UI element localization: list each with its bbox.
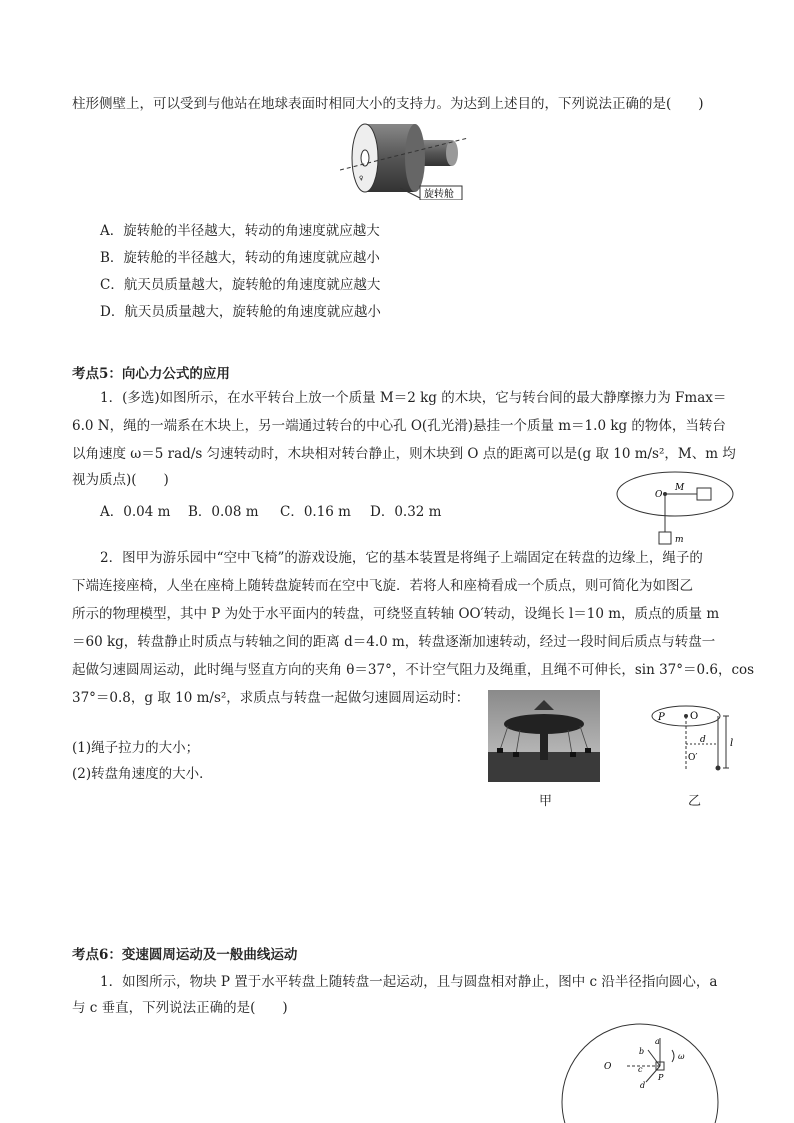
option-a[interactable]: A．0.04 m bbox=[100, 504, 171, 520]
label-l: l bbox=[730, 738, 734, 749]
question-text-line: 1．如图所示，物块 P 置于水平转盘上随转盘一起运动，且与圆盘相对静止，图中 c 沿半径指向圆心，a bbox=[100, 974, 718, 990]
figure-caption-yi: 乙 bbox=[688, 794, 702, 809]
swing-model-figure bbox=[650, 700, 740, 776]
label-p: P bbox=[658, 1073, 664, 1082]
question-text-line: 下端连接座椅，人坐在座椅上随转盘旋转而在空中飞旋．若将人和座椅看成一个质点，则可简化为如图乙 bbox=[72, 578, 693, 594]
rotating-disk-figure bbox=[560, 1022, 720, 1123]
question-text-line: 起做匀速圆周运动，此时绳与竖直方向的夹角 θ＝37°，不计空气阻力及绳重，且绳不可伸长，sin 37°＝0.6，cos bbox=[72, 662, 755, 678]
option-b[interactable]: B．旋转舱的半径越大，转动的角速度就应越小 bbox=[100, 250, 380, 266]
label-o: O bbox=[690, 711, 699, 722]
sub-question: (1)绳子拉力的大小； bbox=[72, 740, 200, 756]
label-omega: ω bbox=[678, 1052, 685, 1061]
option-b[interactable]: B．0.08 m bbox=[188, 504, 259, 520]
label-a: a bbox=[655, 1037, 660, 1046]
option-d[interactable]: D．航天员质量越大，旋转舱的角速度就应越小 bbox=[100, 304, 381, 320]
label-o-prime: O′ bbox=[688, 753, 698, 763]
section-title: 考点6：变速圆周运动及一般曲线运动 bbox=[72, 947, 298, 963]
label-o: O bbox=[655, 490, 663, 500]
question-text-line: 37°＝0.8，g 取 10 m/s²，求质点与转盘一起做匀速圆周运动时： bbox=[72, 690, 470, 706]
section-title: 考点5：向心力公式的应用 bbox=[72, 366, 230, 382]
astronaut-icon: ♀ bbox=[359, 175, 364, 182]
label-c: c bbox=[638, 1065, 643, 1074]
option-d[interactable]: D．0.32 m bbox=[370, 504, 442, 520]
sub-question: (2)转盘角速度的大小． bbox=[72, 766, 213, 782]
label-d: d bbox=[700, 735, 706, 745]
label-p: P bbox=[658, 712, 665, 723]
question-text-line: ＝60 kg，转盘静止时质点与转轴之间的距离 d＝4.0 m，转盘逐渐加速转动，经过一段时间后质点与转盘一 bbox=[72, 634, 716, 650]
rotating-cabin-figure bbox=[340, 118, 470, 200]
question-text-line: 所示的物理模型，其中 P 为处于水平面内的转盘，可绕竖直转轴 OO′转动，设绳长 l＝10 m，质点的质量 m bbox=[72, 606, 720, 622]
question-text-line: 6.0 N，绳的一端系在木块上，另一端通过转台的中心孔 O(孔光滑)悬挂一个质量 m＝1.0 kg 的物体，当转台 bbox=[72, 418, 726, 434]
option-a[interactable]: A．旋转舱的半径越大，转动的角速度就应越大 bbox=[100, 223, 380, 239]
question-text-line: 视为质点)( ) bbox=[72, 472, 169, 488]
label-d: d bbox=[640, 1081, 646, 1090]
question-text-line: 与 c 垂直，下列说法正确的是( ) bbox=[72, 1000, 288, 1016]
option-c[interactable]: C．航天员质量越大，旋转舱的角速度就应越大 bbox=[100, 277, 381, 293]
question-text-line: 1．(多选)如图所示，在水平转台上放一个质量 M＝2 kg 的木块，它与转台间的最大静摩擦力为 Fmax＝ bbox=[100, 390, 727, 406]
swing-ride-photo bbox=[488, 690, 600, 782]
figure-caption-jia: 甲 bbox=[539, 794, 553, 809]
label-m-lower: m bbox=[675, 535, 684, 545]
figure-label: 旋转舱 bbox=[424, 189, 454, 200]
label-m-upper: M bbox=[675, 483, 685, 493]
label-o: O bbox=[604, 1062, 612, 1072]
label-b: b bbox=[639, 1047, 645, 1056]
turntable-figure bbox=[615, 470, 735, 550]
question-text-line: 以角速度 ω＝5 rad/s 匀速转动时，木块相对转台静止，则木块到 O 点的距离可以是(g 取 10 m/s²，M、m 均 bbox=[72, 446, 736, 462]
question-text-line: 柱形侧壁上，可以受到与他站在地球表面时相同大小的支持力。为达到上述目的，下列说法正确的是( ) bbox=[72, 96, 704, 112]
question-text-line: 2．图甲为游乐园中“空中飞椅”的游戏设施，它的基本装置是将绳子上端固定在转盘的边缘上，绳子的 bbox=[100, 550, 703, 566]
option-c[interactable]: C．0.16 m bbox=[280, 504, 351, 520]
